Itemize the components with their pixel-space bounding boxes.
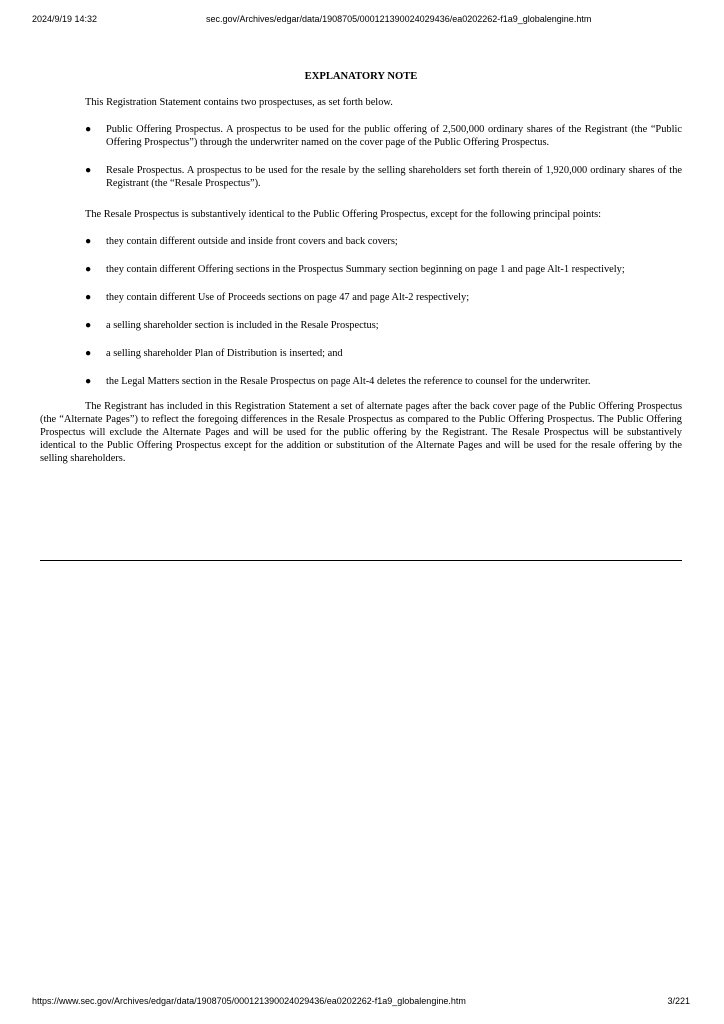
difference-text: they contain different Use of Proceeds sections on page 47 and page Alt-2 respectively; <box>106 292 470 303</box>
intro-paragraph: This Registration Statement contains two prospectuses, as set forth below. <box>85 97 393 108</box>
difference-text: a selling shareholder section is included in the Resale Prospectus; <box>106 320 379 331</box>
document-body <box>40 68 682 465</box>
closing-paragraph: The Registrant has included in this Registration Statement a set of alternate pages after the back cover page of the Public Offering Prospectus (the “Alternate Pages”) to reflect the foregoing differences in the Resale Prospectus as compared to the Public Offering Prospectus. The Public Offering Prospectus will exclude the Alternate Pages and will be used for the public offering by the Registrant. The Resale Prospectus will be substantively identical to the Public Offering Prospectus except for the addition or substitution of the Alternate Pages and will be used for the resale offering by the selling shareholders. <box>40 401 682 464</box>
list-item <box>40 319 682 332</box>
prospectus-description: Resale Prospectus. A prospectus to be used for the resale by the selling shareholders set forth therein of 1,920,000 ordinary shares of the Registrant (the “Resale Prospectus”). <box>106 165 682 189</box>
list-item <box>40 123 682 149</box>
difference-text: a selling shareholder Plan of Distribution is inserted; and <box>106 348 343 359</box>
list-item <box>40 291 682 304</box>
print-timestamp: 2024/9/19 14:32 <box>32 14 98 24</box>
bullet-icon: ● <box>85 264 92 275</box>
prospectus-description: Public Offering Prospectus. A prospectus to be used for the public offering of 2,500,000 ordinary shares of the Registrant (the “Public Offering Prospectus”) through the underwriter named on the cover page of the Public Offering Prospectus. <box>106 124 682 148</box>
bullet-icon: ● <box>85 348 92 359</box>
print-page-count: 3/221 <box>667 996 690 1006</box>
bullet-icon: ● <box>85 236 92 247</box>
list-item <box>40 235 682 248</box>
bullet-icon: ● <box>85 376 92 387</box>
bullet-icon: ● <box>85 165 92 176</box>
list-item <box>40 347 682 360</box>
bullet-icon: ● <box>85 124 92 135</box>
difference-text: they contain different Offering sections in the Prospectus Summary section beginning on page 1 and page Alt-1 respectively; <box>106 264 625 275</box>
section-divider <box>40 560 682 561</box>
difference-text: the Legal Matters section in the Resale Prospectus on page Alt-4 deletes the reference to counsel for the underwriter. <box>106 376 591 387</box>
comparison-intro: The Resale Prospectus is substantively identical to the Public Offering Prospectus, except for the following principal points: <box>85 209 602 220</box>
print-page-path: sec.gov/Archives/edgar/data/1908705/000121390024029436/ea0202262-f1a9_globalengine.htm <box>206 14 592 24</box>
difference-text: they contain different outside and inside front covers and back covers; <box>106 236 398 247</box>
list-item <box>40 164 682 190</box>
list-item <box>40 263 682 276</box>
list-item <box>40 375 682 388</box>
page-title: EXPLANATORY NOTE <box>304 71 418 82</box>
bullet-icon: ● <box>85 320 92 331</box>
print-full-url: https://www.sec.gov/Archives/edgar/data/1908705/000121390024029436/ea0202262-f1a9_globalengine.htm <box>32 996 466 1006</box>
bullet-icon: ● <box>85 292 92 303</box>
